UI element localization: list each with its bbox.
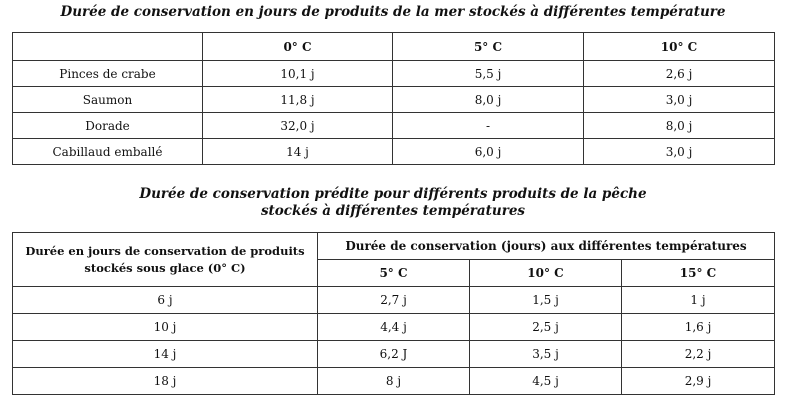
value-cell: 3,0 j bbox=[584, 87, 775, 113]
value-cell: 6,0 j bbox=[393, 139, 584, 165]
value-cell: - bbox=[393, 113, 584, 139]
value-cell: 3,0 j bbox=[584, 139, 775, 165]
table-header-row bbox=[13, 233, 775, 260]
table1-title: Durée de conservation en jours de produits de la mer stockés à différentes température bbox=[60, 4, 726, 20]
temp-header-cell: 15° C bbox=[622, 260, 775, 287]
value-cell: 2,6 j bbox=[584, 61, 775, 87]
table-row bbox=[13, 87, 775, 113]
value-cell: 2,9 j bbox=[622, 368, 775, 395]
product-cell: Cabillaud emballé bbox=[13, 139, 203, 165]
shelf-life-table bbox=[12, 32, 775, 165]
table-row bbox=[13, 314, 775, 341]
value-cell: 8,0 j bbox=[393, 87, 584, 113]
header-cell: 10° C bbox=[584, 33, 775, 61]
value-cell: 2,5 j bbox=[470, 314, 622, 341]
value-cell: 3,5 j bbox=[470, 341, 622, 368]
table-row bbox=[13, 61, 775, 87]
value-cell: 10,1 j bbox=[203, 61, 393, 87]
value-cell: 11,8 j bbox=[203, 87, 393, 113]
product-cell: Pinces de crabe bbox=[13, 61, 203, 87]
table2-title-line1: Durée de conservation prédite pour différents produits de la pêche bbox=[139, 186, 647, 202]
value-cell: 2,7 j bbox=[318, 287, 470, 314]
value-cell: 8,0 j bbox=[584, 113, 775, 139]
product-cell: Dorade bbox=[13, 113, 203, 139]
value-cell: 1,6 j bbox=[622, 314, 775, 341]
header-cell: 0° C bbox=[203, 33, 393, 61]
value-cell: 6,2 J bbox=[318, 341, 470, 368]
value-cell: 5,5 j bbox=[393, 61, 584, 87]
table-row bbox=[13, 341, 775, 368]
value-cell: 2,2 j bbox=[622, 341, 775, 368]
value-cell: 8 j bbox=[318, 368, 470, 395]
value-cell: 1,5 j bbox=[470, 287, 622, 314]
duration-cell: 10 j bbox=[13, 314, 318, 341]
row-header-cell: Durée en jours de conservation de produits stockés sous glace (0° C) bbox=[13, 233, 318, 287]
header-cell bbox=[13, 33, 203, 61]
duration-cell: 18 j bbox=[13, 368, 318, 395]
predicted-shelf-life-table bbox=[12, 232, 775, 395]
temp-header-cell: 5° C bbox=[318, 260, 470, 287]
value-cell: 1 j bbox=[622, 287, 775, 314]
value-cell: 4,4 j bbox=[318, 314, 470, 341]
value-cell: 14 j bbox=[203, 139, 393, 165]
table-row bbox=[13, 139, 775, 165]
table-header-row bbox=[13, 33, 775, 61]
group-header-cell: Durée de conservation (jours) aux différentes températures bbox=[318, 233, 775, 260]
value-cell: 32,0 j bbox=[203, 113, 393, 139]
temp-header-cell: 10° C bbox=[470, 260, 622, 287]
header-cell: 5° C bbox=[393, 33, 584, 61]
table2-title-line2: stockés à différentes températures bbox=[260, 203, 526, 219]
product-cell: Saumon bbox=[13, 87, 203, 113]
value-cell: 4,5 j bbox=[470, 368, 622, 395]
table2-title bbox=[0, 186, 786, 220]
table-row bbox=[13, 113, 775, 139]
duration-cell: 6 j bbox=[13, 287, 318, 314]
table-row bbox=[13, 368, 775, 395]
table-row bbox=[13, 287, 775, 314]
duration-cell: 14 j bbox=[13, 341, 318, 368]
